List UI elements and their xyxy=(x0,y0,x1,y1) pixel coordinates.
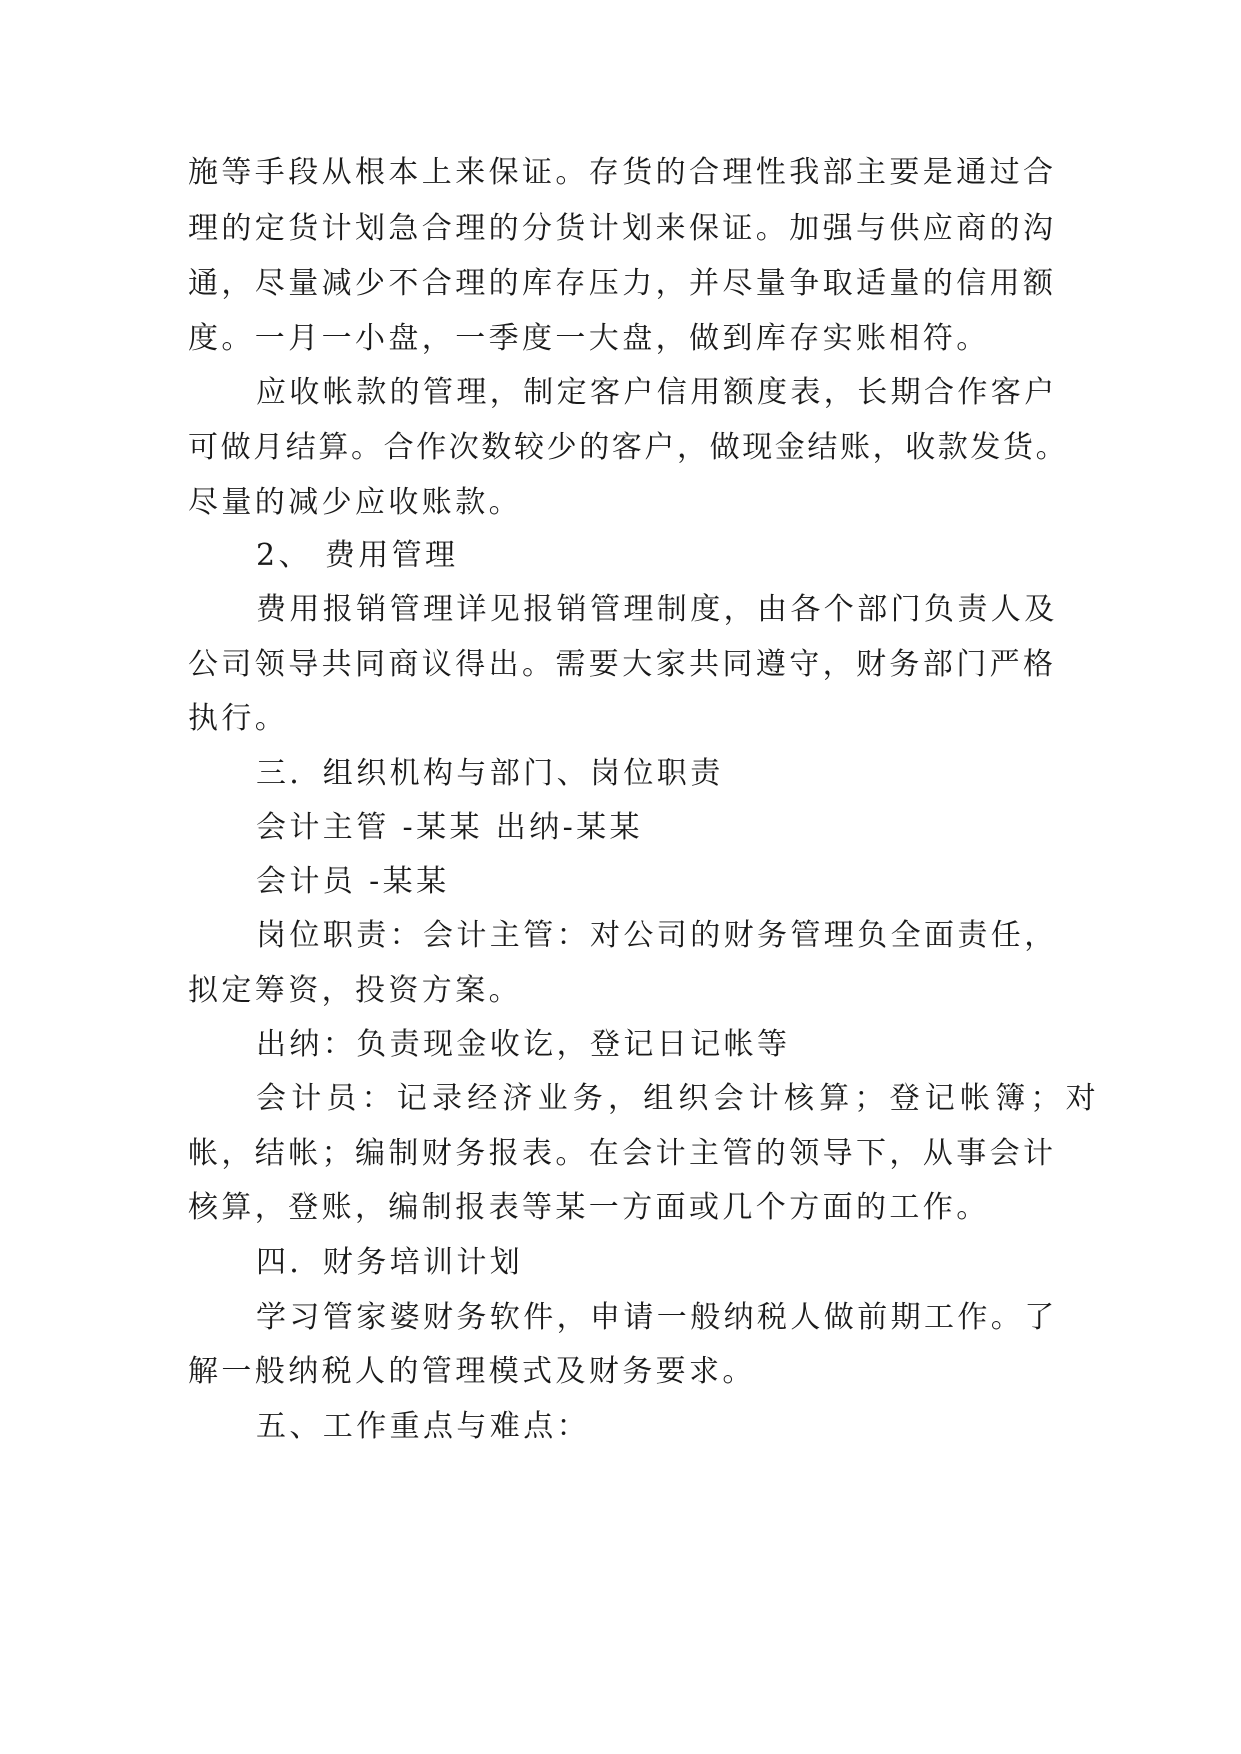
text-line: 公司领导共同商议得出。需要大家共同遵守，财务部门严格 xyxy=(188,647,1057,682)
text-line: 应收帐款的管理，制定客户信用额度表，长期合作客户 xyxy=(256,375,1058,410)
text-line: 会计主管 -某某 出纳-某某 xyxy=(256,810,643,845)
text-line: 学习管家婆财务软件，申请一般纳税人做前期工作。了 xyxy=(256,1300,1058,1335)
text-line: 会计员：记录经济业务，组织会计核算；登记帐簿；对 xyxy=(256,1081,1101,1116)
text-line: 拟定筹资，投资方案。 xyxy=(188,973,522,1008)
text-line: 会计员 -某某 xyxy=(256,864,450,899)
section-heading: 2、 费用管理 xyxy=(256,538,459,573)
section-heading: 三．组织机构与部门、岗位职责 xyxy=(256,756,724,791)
section-heading: 四．财务培训计划 xyxy=(256,1245,524,1280)
text-line: 费用报销管理详见报销管理制度，由各个部门负责人及 xyxy=(256,592,1058,627)
section-heading: 五、工作重点与难点： xyxy=(256,1409,590,1444)
text-line: 施等手段从根本上来保证。存货的合理性我部主要是通过合 xyxy=(188,155,1057,190)
text-line: 度。一月一小盘，一季度一大盘，做到库存实账相符。 xyxy=(188,321,990,356)
text-line: 执行。 xyxy=(188,701,289,736)
text-line: 岗位职责：会计主管：对公司的财务管理负全面责任， xyxy=(256,918,1058,953)
text-line: 出纳：负责现金收讫，登记日记帐等 xyxy=(256,1027,791,1062)
text-line: 可做月结算。合作次数较少的客户，做现金结账，收款发货。 xyxy=(188,430,1069,465)
text-line: 核算，登账，编制报表等某一方面或几个方面的工作。 xyxy=(188,1190,990,1225)
text-line: 帐，结帐；编制财务报表。在会计主管的领导下，从事会计 xyxy=(188,1136,1057,1171)
text-line: 理的定货计划急合理的分货计划来保证。加强与供应商的沟 xyxy=(188,211,1057,246)
text-line: 通，尽量减少不合理的库存压力，并尽量争取适量的信用额 xyxy=(188,266,1057,301)
text-line: 尽量的减少应收账款。 xyxy=(188,485,522,520)
text-line: 解一般纳税人的管理模式及财务要求。 xyxy=(188,1354,756,1389)
